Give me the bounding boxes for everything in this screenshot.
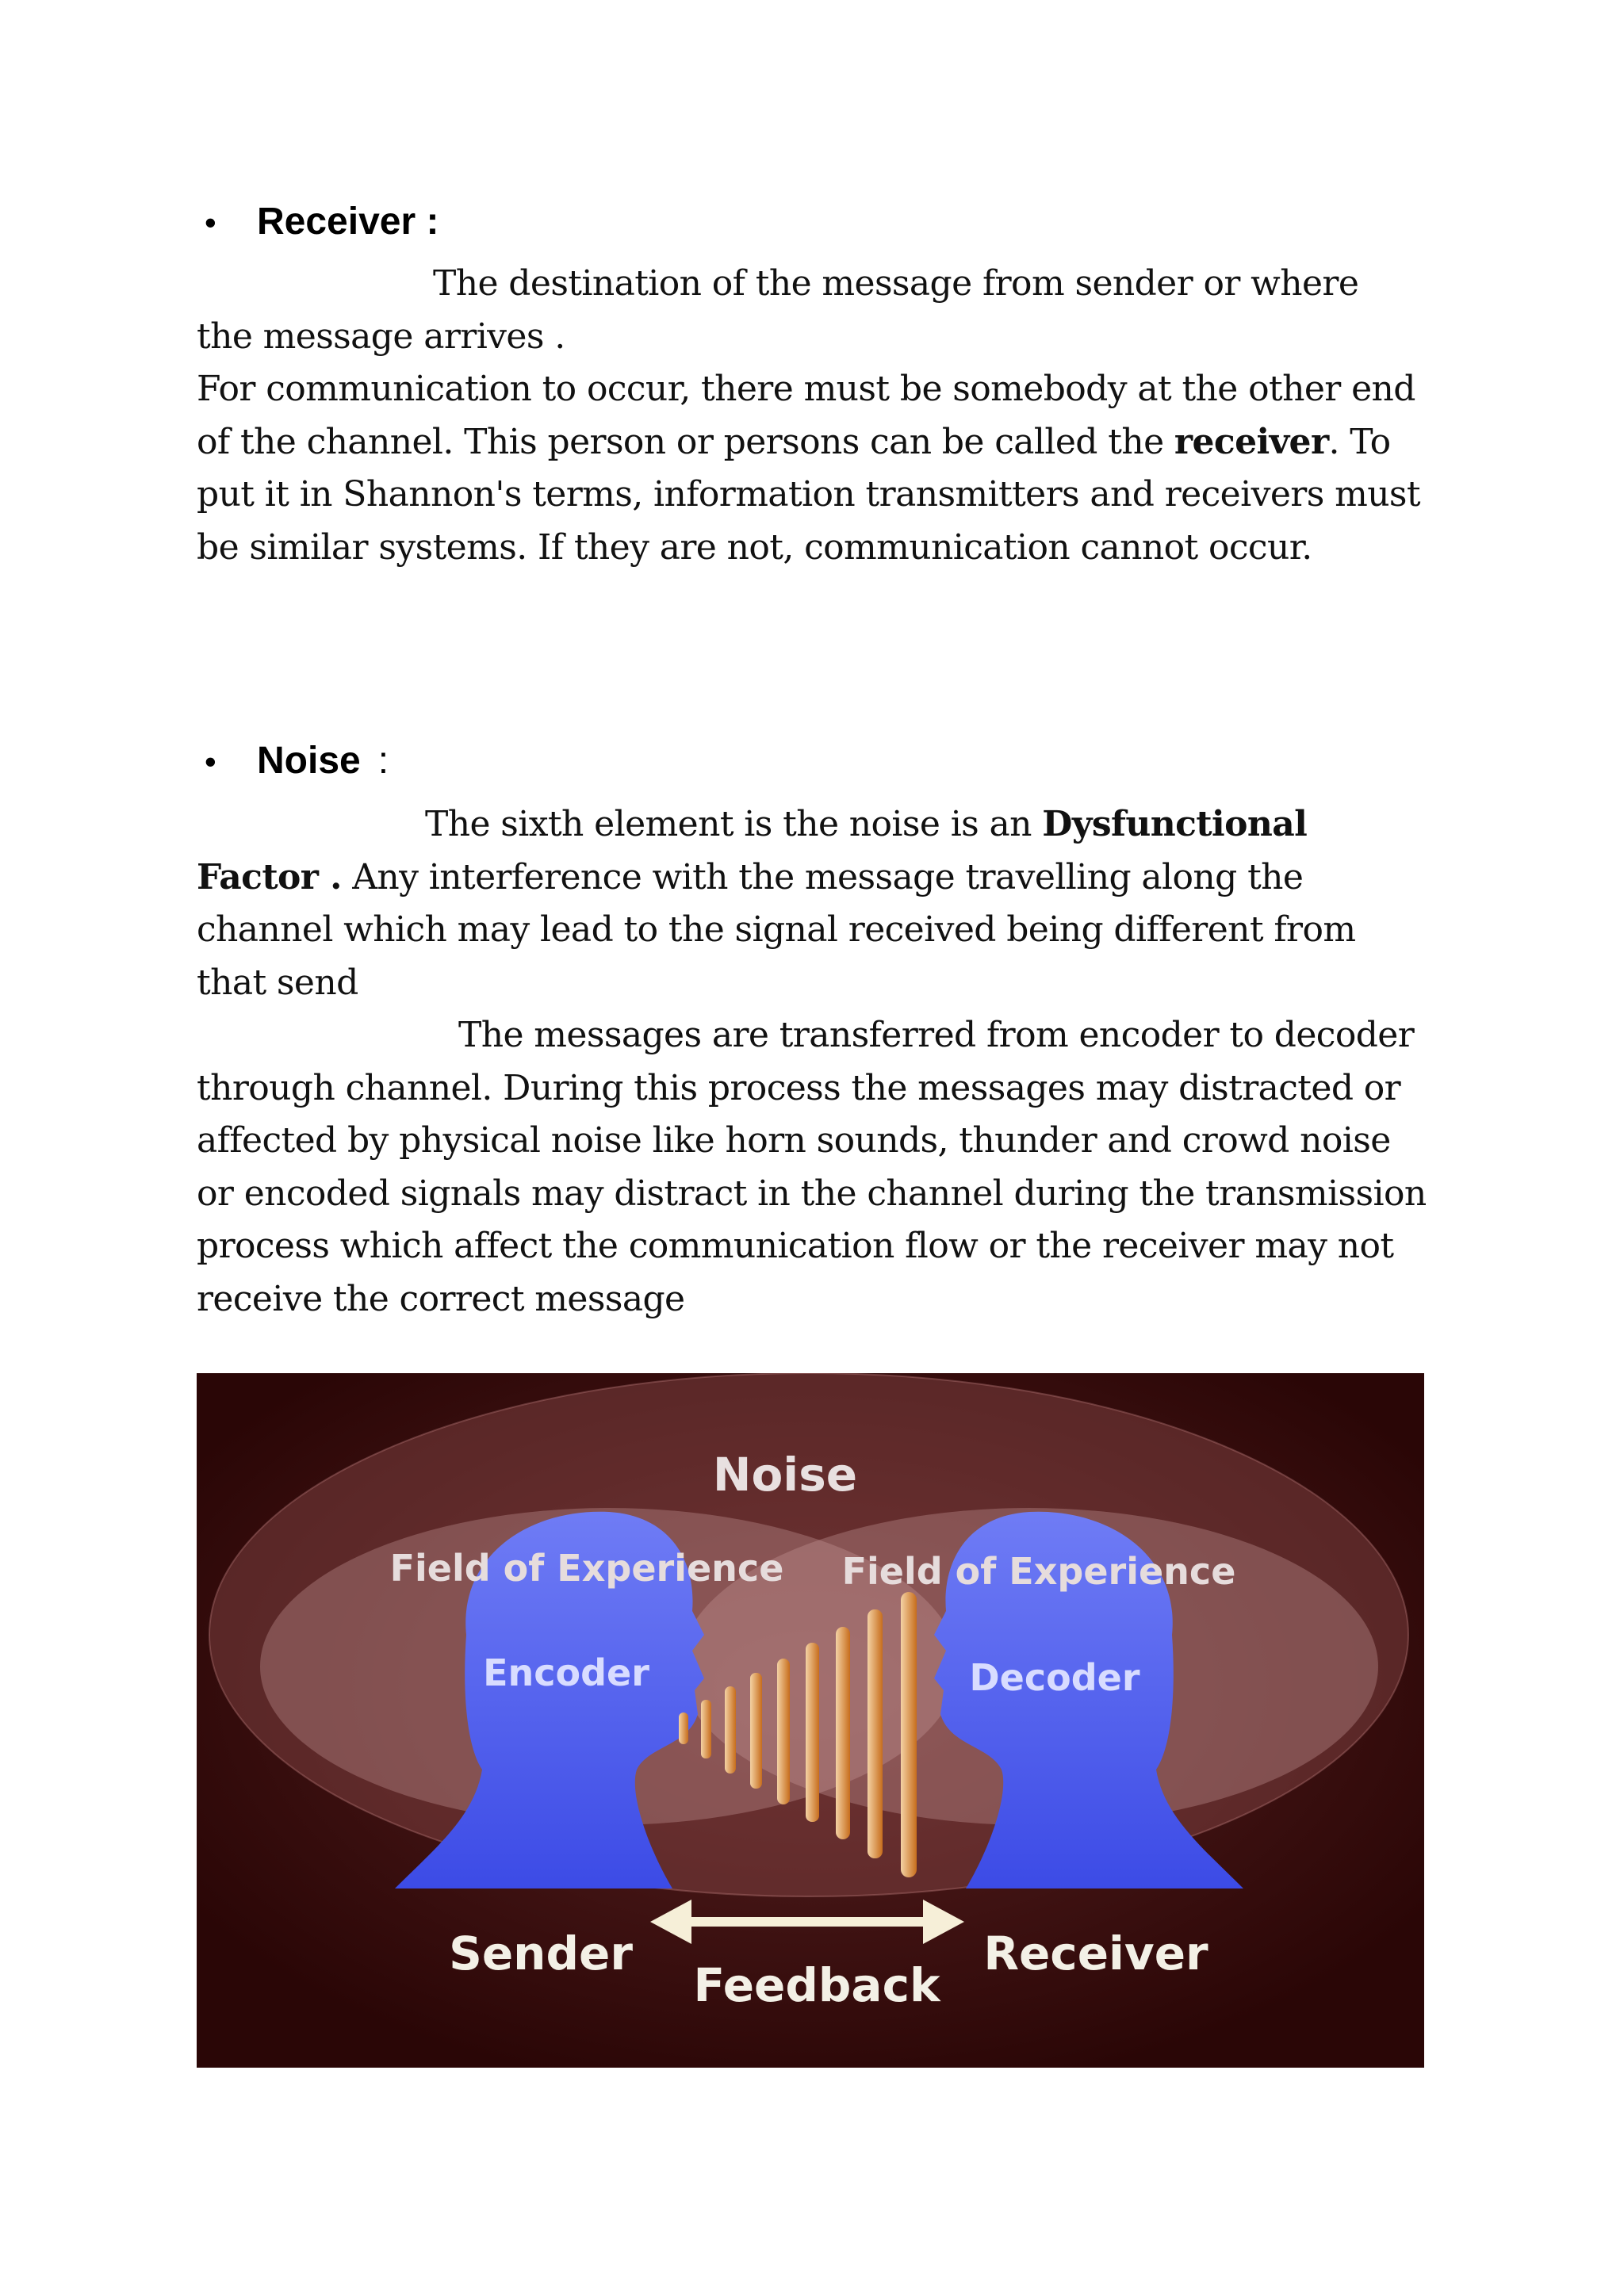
wave-8 bbox=[868, 1609, 883, 1858]
wave-6 bbox=[806, 1643, 819, 1822]
wave-7 bbox=[836, 1627, 850, 1839]
arrow-shaft bbox=[680, 1917, 934, 1927]
noise-p1-bold-2: Factor . bbox=[197, 856, 342, 897]
receiver-p2-text-end: . To put it in Shannon's terms, information transmitters and receivers must be similar systems. If they are not, communication cannot occur. bbox=[197, 421, 1420, 568]
bullet-icon: • bbox=[205, 204, 216, 241]
receiver-p2-text: For communication to occur, there must be somebody at the other end of the channel. This person or persons can be called the bbox=[197, 369, 1415, 462]
wave-9 bbox=[901, 1592, 917, 1877]
wave-3 bbox=[725, 1686, 736, 1774]
noise-colon: : bbox=[377, 740, 389, 782]
noise-p1-rest: Any interference with the message travelling along the channel which may lead to the signal received being different from that send bbox=[197, 856, 1356, 1003]
noise-p2-first-line: The messages are transferred from encoder to decoder bbox=[458, 1015, 1415, 1055]
feedback-label: Feedback bbox=[693, 1958, 940, 2012]
noise-paragraph-1 bbox=[197, 798, 1434, 1009]
communication-model-diagram bbox=[197, 1373, 1424, 2068]
noise-label: Noise bbox=[712, 1448, 858, 1502]
diagram-svg bbox=[197, 1373, 1424, 2068]
noise-p2-rest: through channel. During this process the messages may distracted or affected by physical noise like horn sounds, thunder and crowd noise or encoded signals may distract in the channel during the transmission process which affect the communication flow or the receiver may not receive the correct message bbox=[197, 1067, 1427, 1319]
wave-4 bbox=[750, 1673, 762, 1789]
receiver-line-1: The destination of the message from sender or where bbox=[433, 263, 1359, 304]
noise-p1-bold-1: Dysfunctional bbox=[1042, 804, 1308, 844]
sender-label: Sender bbox=[449, 1927, 633, 1980]
receiver-paragraph-2 bbox=[197, 363, 1434, 574]
noise-heading bbox=[205, 739, 389, 783]
field-of-experience-right-label: Field of Experience bbox=[841, 1550, 1236, 1593]
receiver-title: Receiver : bbox=[257, 201, 439, 243]
receiver-label: Receiver bbox=[983, 1927, 1208, 1980]
receiver-line-2: the message arrives . bbox=[197, 316, 565, 357]
noise-p1-text: The sixth element is the noise is an bbox=[425, 804, 1043, 844]
encoder-label: Encoder bbox=[483, 1651, 649, 1694]
bullet-icon: • bbox=[205, 743, 216, 780]
noise-body bbox=[197, 798, 1434, 1326]
noise-title: Noise bbox=[257, 740, 361, 782]
decoder-label: Decoder bbox=[969, 1656, 1140, 1699]
wave-2 bbox=[701, 1700, 711, 1758]
receiver-heading bbox=[205, 200, 439, 243]
wave-5 bbox=[777, 1659, 790, 1804]
wave-1 bbox=[679, 1712, 688, 1744]
receiver-body bbox=[197, 258, 1434, 574]
receiver-p2-bold: receiver bbox=[1174, 421, 1329, 462]
field-of-experience-left-label: Field of Experience bbox=[389, 1547, 784, 1590]
